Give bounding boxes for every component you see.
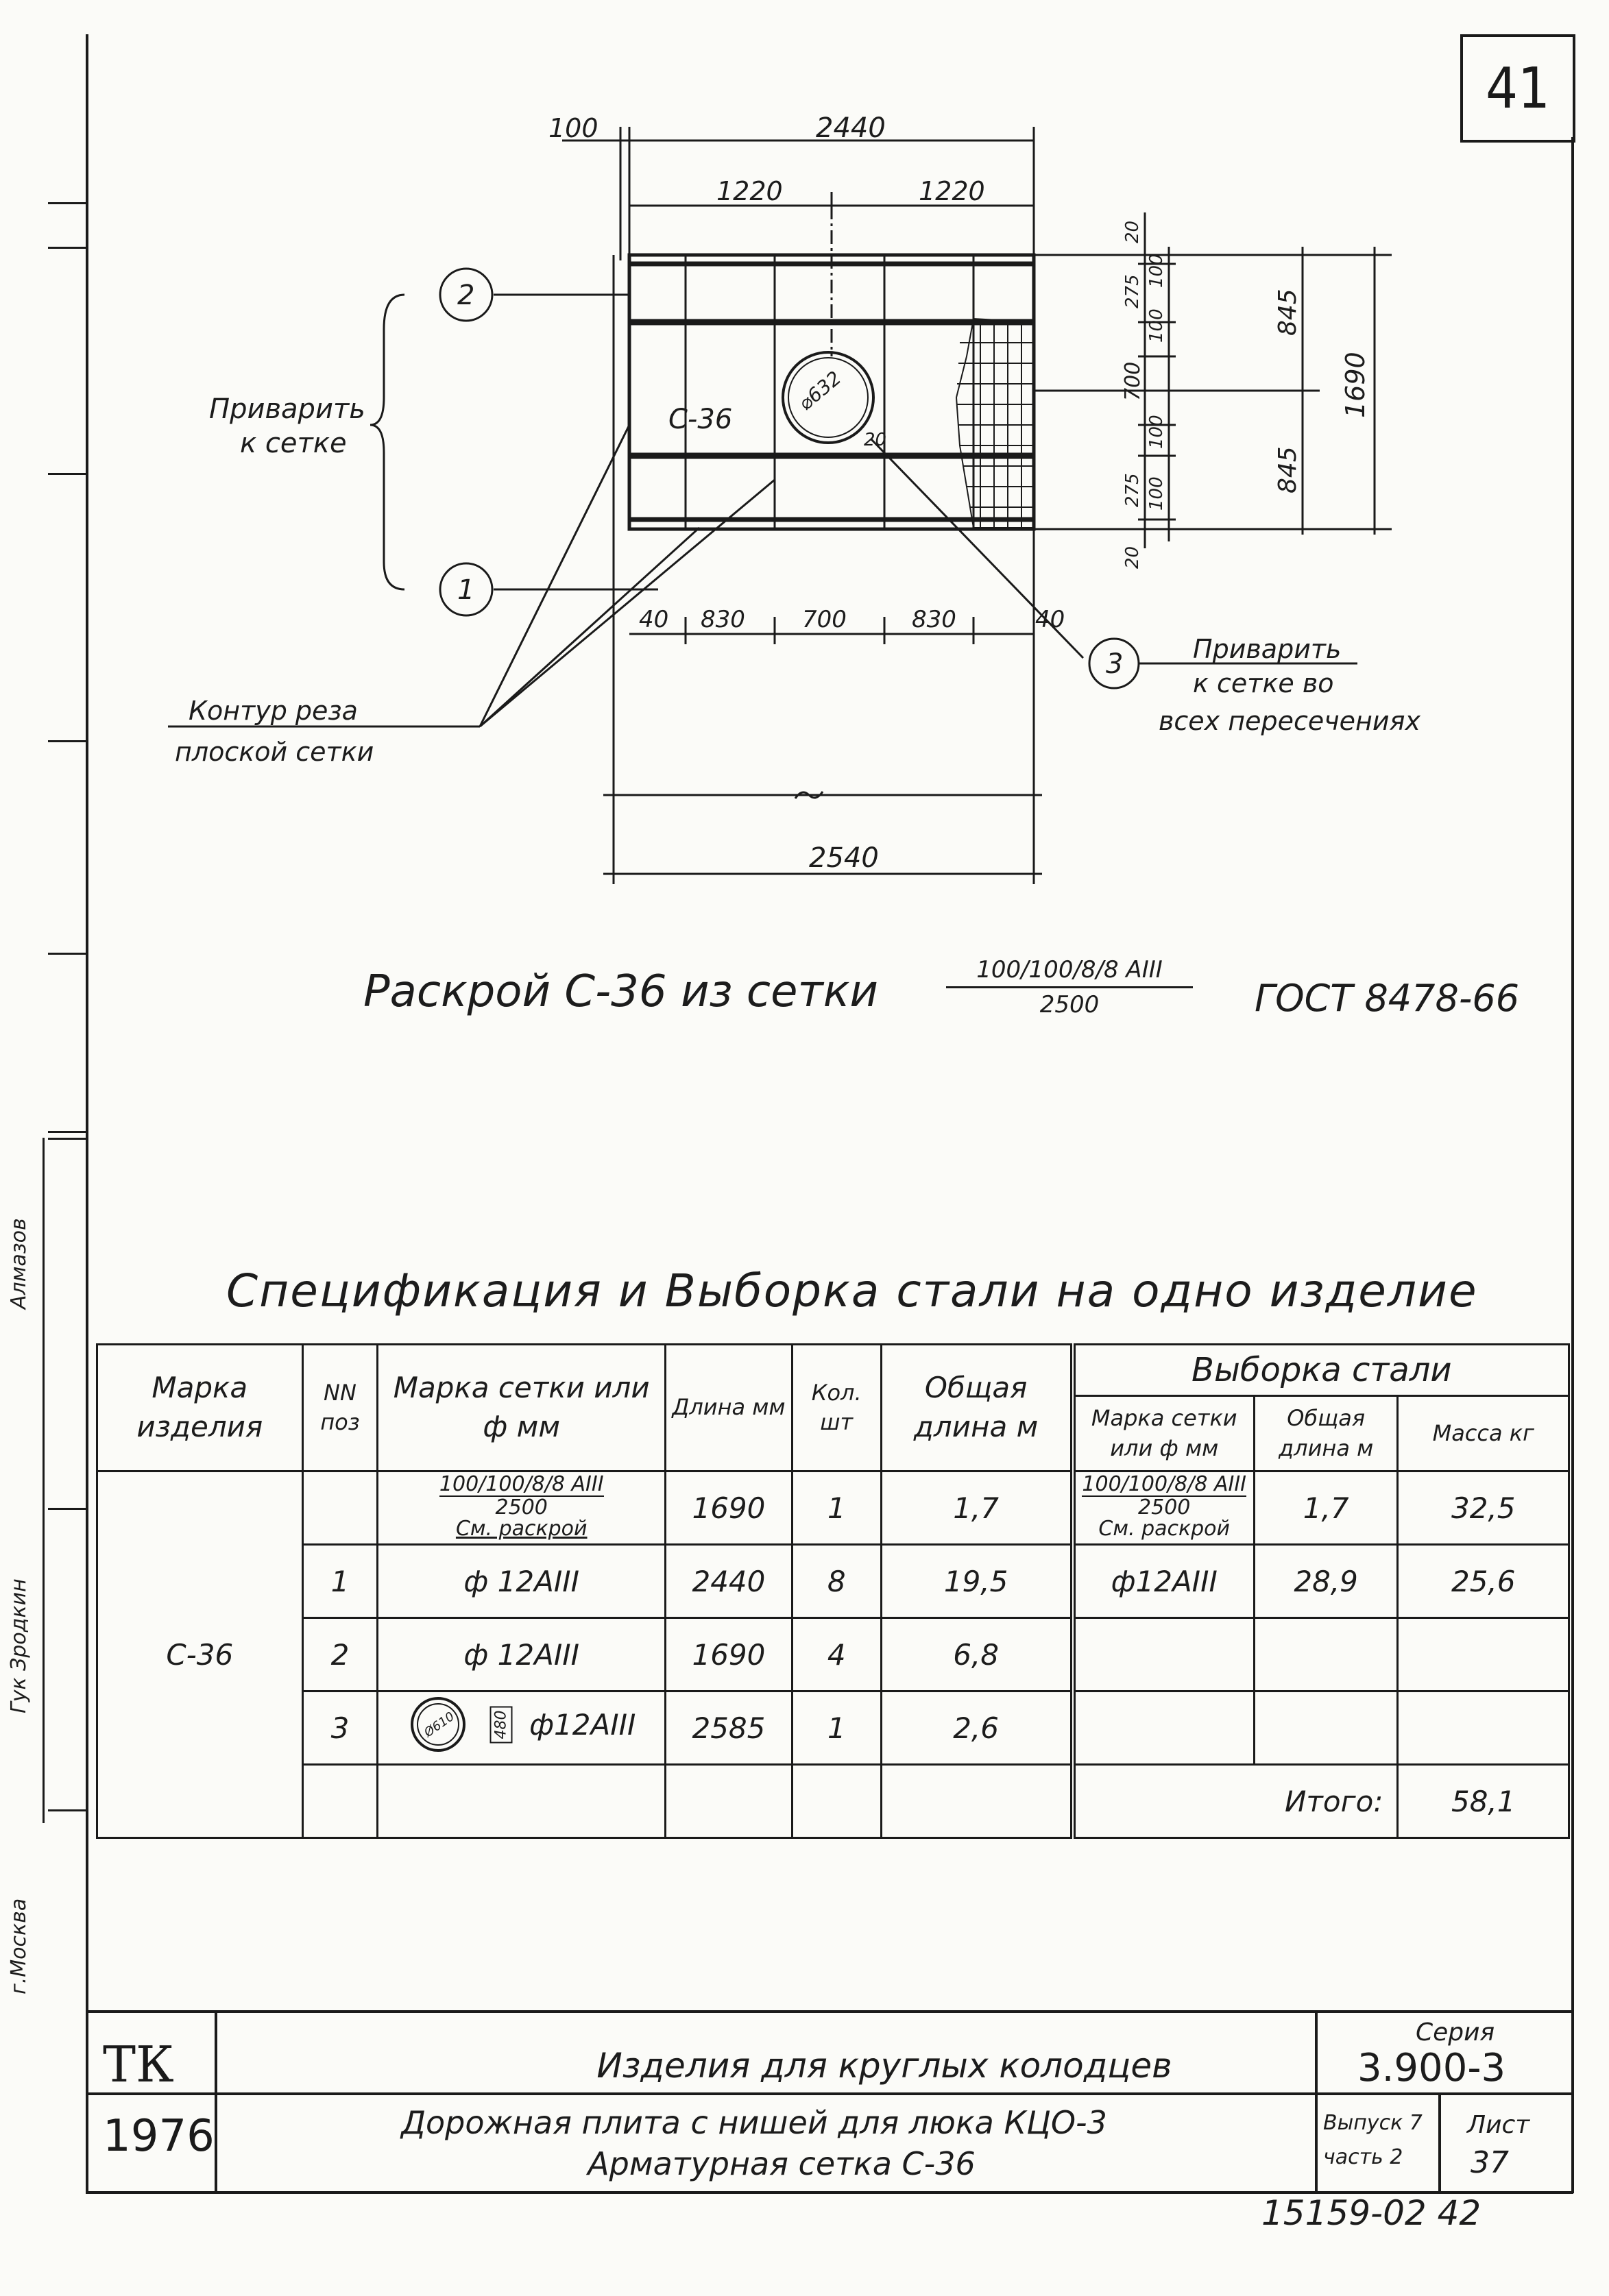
row2-qty: 4	[792, 1618, 881, 1692]
weld-label-line1: Приварить	[209, 393, 365, 425]
dim-bottom-830b: 830	[912, 606, 956, 633]
header-sel-mesh: Марка сетки или ф мм	[1073, 1396, 1255, 1471]
row3-length: 2585	[666, 1692, 793, 1765]
callout-2: 2	[457, 280, 475, 311]
archive-number: 15159-02 42	[1261, 2193, 1481, 2233]
dim-right-845b: 845	[1274, 446, 1302, 493]
row2-total: 6,8	[881, 1618, 1073, 1692]
dim-bottom-40a: 40	[639, 606, 669, 633]
part-number: часть 2	[1323, 2145, 1403, 2169]
header-mesh: Марка сетки или ф мм	[378, 1345, 666, 1471]
row0-qty: 1	[792, 1471, 881, 1545]
sheet-value: 37	[1471, 2145, 1509, 2180]
side-mark-moscow: г.Москва	[7, 1898, 31, 1994]
row3-qty: 1	[792, 1692, 881, 1765]
row0-sel-mesh-top: 100/100/8/8 АIII	[1082, 1472, 1247, 1496]
row0-length: 1690	[666, 1471, 793, 1545]
cut-fraction-numerator: 100/100/8/8 АIII	[946, 956, 1193, 988]
header-sel-mass: Масса кг	[1398, 1396, 1569, 1471]
row1-sel-mass: 25,6	[1398, 1545, 1569, 1618]
dim-right-100b: 100	[1146, 308, 1167, 343]
stamp-title-line3: Арматурная сетка С-36	[588, 2145, 976, 2182]
stamp-org: ТК	[103, 2036, 174, 2093]
row3-mesh-text: ф12АIII	[529, 1707, 636, 1742]
row0-sel-mass: 32,5	[1398, 1471, 1569, 1545]
row0-total: 1,7	[881, 1471, 1073, 1545]
row0-mesh-top: 100/100/8/8 АIII	[439, 1472, 604, 1496]
contour-label-line2: плоской сетки	[175, 737, 374, 767]
weld3-label-line1: Приварить	[1193, 634, 1342, 664]
header-length: Длина мм	[666, 1345, 793, 1471]
dim-1220-b: 1220	[919, 176, 985, 206]
ring-diameter: Ø610	[422, 1709, 457, 1741]
row2-mesh: ф 12АIII	[378, 1618, 666, 1692]
dim-right-100d: 100	[1146, 476, 1167, 511]
hole-offset: 20	[864, 430, 887, 450]
series-value: 3.900-3	[1357, 2046, 1506, 2090]
issue-number: Выпуск 7	[1323, 2111, 1423, 2135]
callout-1: 1	[457, 574, 475, 606]
dim-2440: 2440	[816, 112, 886, 144]
weld3-label-line2: к сетке во	[1193, 668, 1334, 698]
header-pos: NN поз	[302, 1345, 378, 1471]
row0-sel-length: 1,7	[1254, 1471, 1398, 1545]
row1-pos: 1	[302, 1545, 378, 1618]
dim-right-845a: 845	[1274, 289, 1302, 336]
spec-title: Спецификация и Выборка стали на одно изделие	[226, 1265, 1478, 1317]
row1-sel-mesh: ф12АIII	[1073, 1545, 1255, 1618]
header-mark: Марка изделия	[97, 1345, 303, 1471]
series-label: Серия	[1416, 2018, 1495, 2047]
row0-mesh-mid: 2500	[495, 1495, 548, 1519]
dim-right-20a: 20	[1122, 220, 1143, 243]
dim-right-275b: 275	[1122, 473, 1143, 507]
dim-2540: 2540	[809, 842, 879, 874]
row0-sel-mesh-bot: См. раскрой	[1098, 1517, 1231, 1541]
header-selection: Выборка стали	[1073, 1345, 1569, 1396]
row1-length: 2440	[666, 1545, 793, 1618]
side-mark-gruk: Гук Зродкин	[7, 1578, 31, 1713]
dim-100: 100	[548, 113, 598, 143]
row1-qty: 8	[792, 1545, 881, 1618]
dim-right-20b: 20	[1122, 546, 1143, 569]
row3-total: 2,6	[881, 1692, 1073, 1765]
dim-1220-a: 1220	[716, 176, 783, 206]
cut-title: Раскрой С-36 из сетки	[363, 966, 878, 1017]
row1-mesh: ф 12АIII	[378, 1545, 666, 1618]
weld-label-line2: к сетке	[240, 428, 347, 459]
weld3-label-line3: всех пересечениях	[1159, 706, 1420, 736]
contour-label-line1: Контур реза	[189, 696, 358, 726]
dim-right-275a: 275	[1122, 274, 1143, 308]
dim-right-100c: 100	[1146, 415, 1167, 449]
total-value: 58,1	[1398, 1765, 1569, 1838]
row2-length: 1690	[666, 1618, 793, 1692]
ring-overlap: 480	[490, 1706, 513, 1743]
row1-total: 19,5	[881, 1545, 1073, 1618]
sheet-number: 41	[1460, 34, 1575, 143]
dim-right-100a: 100	[1146, 254, 1167, 288]
side-mark-almazov: Алмазов	[7, 1218, 31, 1309]
stamp-title-line1: Изделия для круглых колодцев	[596, 2046, 1172, 2086]
callout-3: 3	[1106, 648, 1124, 680]
dim-right-1690: 1690	[1340, 352, 1370, 418]
row2-pos: 2	[302, 1618, 378, 1692]
row0-mesh-bot: См. раскрой	[455, 1517, 588, 1541]
header-qty: Кол. шт	[792, 1345, 881, 1471]
row3-pos: 3	[302, 1692, 378, 1765]
dim-bottom-40b: 40	[1035, 606, 1065, 633]
sheet-label: Лист	[1467, 2111, 1530, 2139]
row0-sel-mesh-mid: 2500	[1138, 1495, 1191, 1519]
plate-mark: С-36	[668, 404, 733, 435]
stamp-title-line2: Дорожная плита с нишей для люка КЦО-3	[401, 2104, 1107, 2141]
product-mark: С-36	[97, 1471, 303, 1838]
dim-bottom-700: 700	[802, 606, 847, 633]
dim-bottom-830a: 830	[701, 606, 745, 633]
header-total-length: Общая длина м	[881, 1345, 1073, 1471]
cut-fraction-denominator: 2500	[1039, 991, 1100, 1018]
total-label: Итого:	[1073, 1765, 1398, 1838]
row1-sel-length: 28,9	[1254, 1545, 1398, 1618]
gost-reference: ГОСТ 8478-66	[1255, 977, 1520, 1020]
header-sel-length: Общая длина м	[1254, 1396, 1398, 1471]
stamp-year: 1976	[103, 2111, 215, 2162]
dim-right-700: 700	[1121, 361, 1145, 401]
hole-diameter: ⌀632	[794, 366, 846, 415]
